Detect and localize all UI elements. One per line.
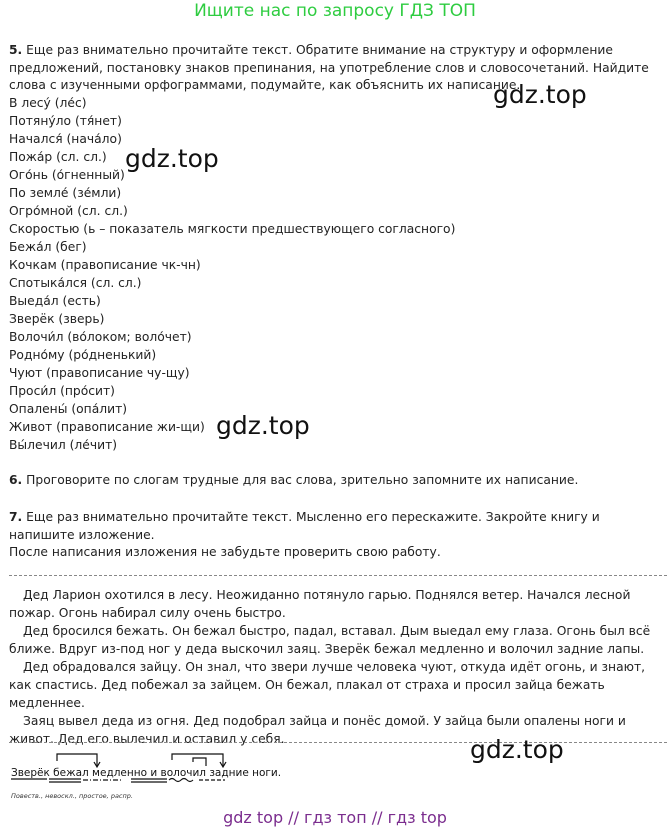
word-list [9, 94, 455, 454]
task-6-number: 6. [9, 473, 23, 487]
word-item: В лесу́ (ле́с) [9, 96, 87, 110]
watermark-4: gdz.top [470, 735, 564, 764]
story-paragraph: Заяц вывел деда из огня. Дед подобрал зайца и понёс домой. У зайца были опалены ноги и живот. Дед его вылечил и оставил у себя. [9, 714, 626, 746]
watermark-3: gdz.top [216, 411, 310, 440]
story-paragraph: Дед бросился бежать. Он бежал быстро, падал, вставал. Дым выедал ему глаза. Огонь был всё ближе. Вдруг из-под ног у деда выскочил заяц. Зверёк бежал медленно и волочил задние лапы. [9, 624, 651, 656]
sentence-diagram-lines [9, 748, 309, 808]
word-item: Бежа́л (бег) [9, 240, 87, 254]
word-item: Чуют (правописание чу-щу) [9, 366, 190, 380]
word-item: Скоростью (ь – показатель мягкости предшествующего согласного) [9, 222, 456, 236]
word-item: По земле́ (зе́мли) [9, 186, 122, 200]
story-text [9, 586, 664, 748]
divider-bottom [9, 742, 667, 743]
diagram-caption: Повеств., невоскл., простое, распр. [11, 792, 133, 800]
word-item: Начался́ (нача́ло) [9, 132, 122, 146]
task-7-text-2: После написания изложения не забудьте проверить свою работу. [9, 545, 441, 559]
task-7-text: Еще раз внимательно прочитайте текст. Мысленно его перескажите. Закройте книгу и напишите изложение. [9, 510, 600, 542]
word-item: Зверёк (зверь) [9, 312, 105, 326]
word-item: Выеда́л (есть) [9, 294, 101, 308]
task-5-text: Еще раз внимательно прочитайте текст. Обратите внимание на структуру и оформление предложений, постановку знаков препинания, на употребление слов и словосочетаний. Найдите слова с изученными орфограммами, подумайте, как объяснить их написание. [9, 43, 649, 92]
task-6 [9, 472, 659, 490]
word-item: Вы́лечил (ле́чит) [9, 438, 118, 452]
word-item: Огро́мной (сл. сл.) [9, 204, 128, 218]
sentence-diagram [9, 748, 309, 808]
task-5-number: 5. [9, 43, 23, 57]
word-item: Проси́л (про́сит) [9, 384, 115, 398]
task-7 [9, 509, 659, 562]
word-item: Ого́нь (о́гненный) [9, 168, 125, 182]
task-6-text: Проговорите по слогам трудные для вас слова, зрительно запомните их написание. [26, 473, 579, 487]
word-item: Потяну́ло (тя́нет) [9, 114, 122, 128]
divider-top [9, 575, 667, 576]
word-item: Спотыка́лся (сл. сл.) [9, 276, 142, 290]
word-item: Волочи́л (во́локом; воло́чет) [9, 330, 192, 344]
diagram-sentence: Зверёк бежал медленно и волочил задние ноги. [11, 767, 282, 779]
watermark-2: gdz.top [125, 144, 219, 173]
word-item: Опалены́ (опа́лит) [9, 402, 128, 416]
word-item: Живот (правописание жи-щи) [9, 420, 205, 434]
word-item: Пожа́р (сл. сл.) [9, 150, 107, 164]
task-7-number: 7. [9, 510, 23, 524]
story-paragraph: Дед Ларион охотился в лесу. Неожиданно потянуло гарью. Поднялся ветер. Начался лесной пожар. Огонь набирал силу очень быстро. [9, 588, 631, 620]
page-header: Ищите нас по запросу ГДЗ ТОП [194, 1, 476, 21]
page-footer: gdz top // гдз топ // гдз top [223, 808, 447, 827]
watermark-1: gdz.top [493, 80, 587, 109]
word-item: Кочкам (правописание чк-чн) [9, 258, 201, 272]
story-paragraph: Дед обрадовался зайцу. Он знал, что звери лучше человека чуют, откуда идёт огонь, и знают, как спастись. Дед побежал за зайцем. Он бежал, плакал от страха и просил зайца бежать медленнее. [9, 660, 646, 710]
word-item: Родно́му (ро́дненький) [9, 348, 157, 362]
